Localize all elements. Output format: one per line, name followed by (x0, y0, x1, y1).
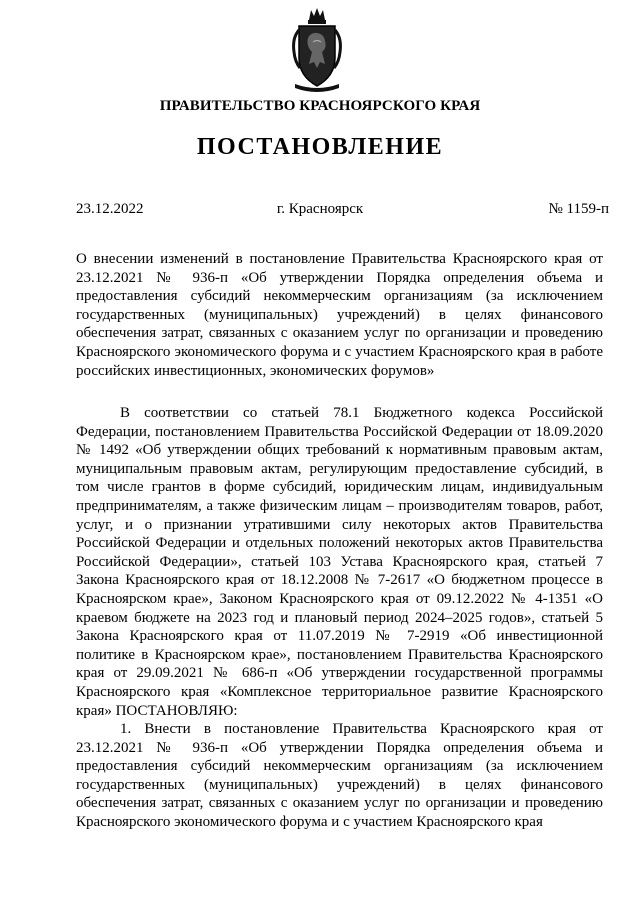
preamble-paragraph: В соответствии со статьей 78.1 Бюджетного кодекса Российской Федерации, постановлением Правительства Российской Федерации от 18.09.2020 № 1492 «Об утверждении общих требований к нормативным правовым актам, муниципальным правовым актам, регулирующим предоставление субсидий, в том числе грантов в форме субсидий, юридическим лицам, индивидуальным предпринимателям, а также физическим лицам – производителям товаров, работ, услуг, и о признании утратившими силу некоторых актов Правительства Российской Федерации и отдельных положений некоторых актов Правительства Российской Федерации», статьей 103 Устава Красноярского края, статьей 7 Закона Красноярского края от 18.12.2008 № 7-2617 «О бюджетном процессе в Красноярском крае», Законом Красноярского края от 09.12.2022 № 4-1351 «О краевом бюджете на 2023 год и плановый период 2024–2025 годов», статьей 5 Закона Красноярского края от 11.07.2019 № 7-2919 «Об инвестиционной политике в Красноярском крае», постановлением Правительства Красноярского края от 29.09.2021 № 686-п «Об утверждении государственной программы Красноярского края «Комплексное территориальное развитие Красноярского края» ПОСТАНОВЛЯЮ: (76, 405, 603, 719)
coat-of-arms-emblem (289, 6, 345, 92)
document-type-title: ПОСТАНОВЛЕНИЕ (196, 134, 444, 160)
government-title: ПРАВИТЕЛЬСТВО КРАСНОЯРСКОГО КРАЯ (159, 98, 481, 114)
document-number: № 1159-п (548, 201, 609, 217)
document-date: 23.12.2022 (76, 201, 144, 217)
document-body (76, 404, 603, 832)
document-city: г. Красноярск (276, 201, 364, 217)
item-1-paragraph: 1. Внести в постановление Правительства Красноярского края от 23.12.2021 № 936-п «Об утверждении Порядка определения объема и предоставления субсидий некоммерческим организациям (за исключением государственных (муниципальных) учреждений) в целях финансового обеспечения затрат, связанных с оказанием услуг по организации и проведению Красноярского экономического форума и с участием Красноярского края (76, 721, 603, 831)
document-subject: О внесении изменений в постановление Правительства Красноярского края от 23.12.2021 № 936-п «Об утверждении Порядка определения объема и предоставления субсидий некоммерческим организациям (за исключением государственных (муниципальных) учреждений) в целях финансового обеспечения затрат, связанных с оказанием услуг по организации и проведению Красноярского экономического форума и с участием Красноярского края в работе российских инвестиционных, экономических форумов» (76, 251, 603, 379)
